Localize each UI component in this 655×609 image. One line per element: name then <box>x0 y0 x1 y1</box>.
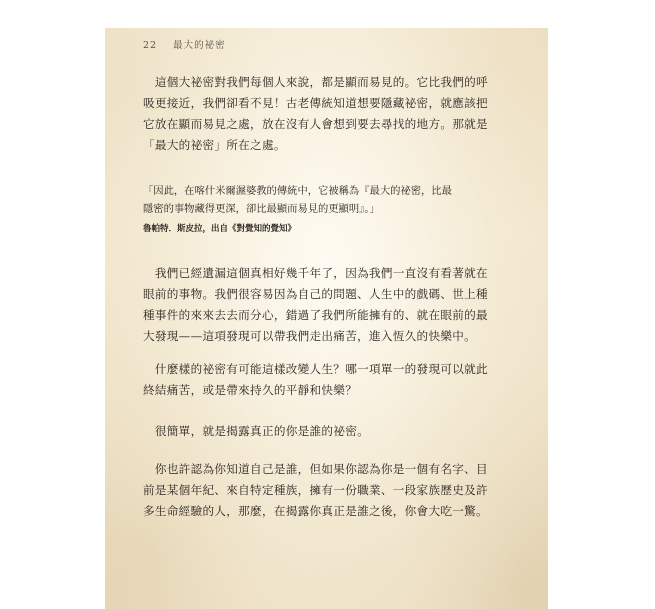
running-head <box>143 37 226 51</box>
text-line: 眼前的事物。我們很容易因為自己的問題、人生中的戲碼、世上種 <box>143 287 488 301</box>
text-line: 很簡單，就是揭露真正的你是誰的祕密。 <box>143 424 369 438</box>
text-line: 這個大祕密對我們每個人來說，都是顯而易見的。它比我們的呼 <box>143 75 488 89</box>
quote-line: 隱密的事物藏得更深，卻比最顯而易見的更顯明』。」 <box>143 203 380 215</box>
paragraph-1 <box>143 72 515 156</box>
text-line: 「最大的祕密」所在之處。 <box>143 138 286 152</box>
text-line: 多生命經驗的人，那麼，在揭露你真正是誰之後，你會大吃一驚。 <box>143 504 488 518</box>
book-title: 最大的祕密 <box>173 40 226 51</box>
paragraph-4 <box>143 421 515 442</box>
text-line: 你也許認為你知道自己是誰，但如果你認為你是一個有名字、目 <box>143 462 488 476</box>
text-line: 大發現——這項發現可以帶我們走出痛苦，進入恆久的快樂中。 <box>143 329 477 343</box>
page-number: 22 <box>143 40 158 51</box>
text-line: 它放在顯而易見之處，放在沒有人會想到要去尋找的地方。那就是 <box>143 117 488 131</box>
text-line: 什麼樣的祕密有可能這樣改變人生？哪一項單一的發現可以就此 <box>143 362 488 376</box>
block-quote <box>143 182 523 218</box>
quote-line: 「因此，在喀什米爾濕婆教的傳統中，它被稱為『最大的祕密，比最 <box>143 185 452 197</box>
paragraph-5 <box>143 459 515 522</box>
paragraph-2 <box>143 263 515 347</box>
text-line: 種事件的來來去去而分心，錯過了我們所能擁有的、就在眼前的最 <box>143 308 488 322</box>
text-line: 前是某個年紀、來自特定種族，擁有一份職業、一段家族歷史及許 <box>143 483 488 497</box>
paragraph-3 <box>143 359 515 401</box>
text-line: 吸更接近，我們卻看不見！古老傳統知道想要隱藏祕密，就應該把 <box>143 96 488 110</box>
text-line: 終結痛苦，或是帶來持久的平靜和快樂？ <box>143 383 358 397</box>
book-page <box>105 28 548 609</box>
quote-attribution: 魯帕特．斯皮拉，出自《對覺知的覺知》 <box>143 224 297 234</box>
text-line: 我們已經遺漏這個真相好幾千年了，因為我們一直沒有看著就在 <box>143 266 488 280</box>
